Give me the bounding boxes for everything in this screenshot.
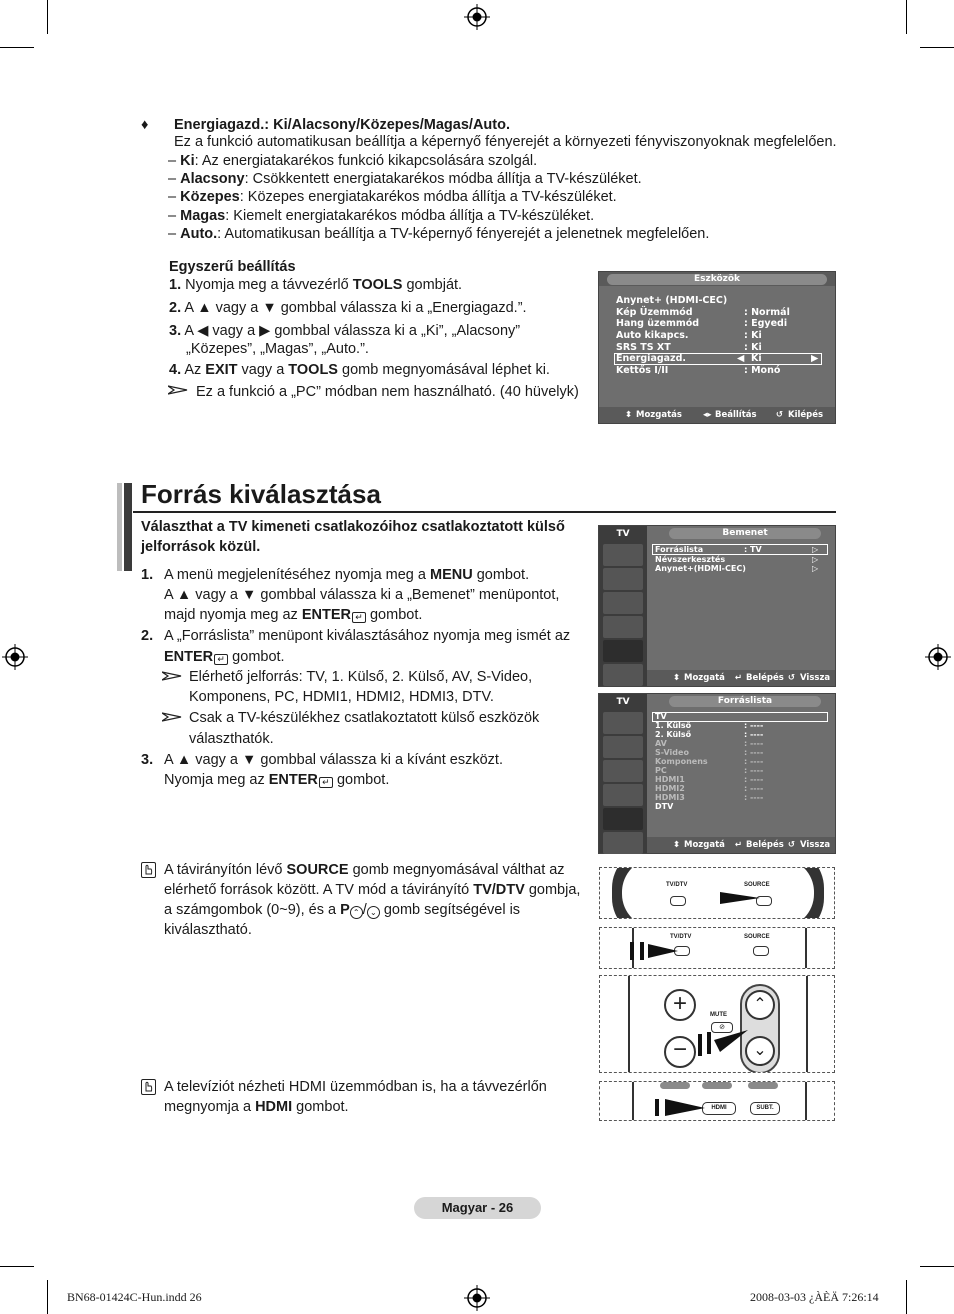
submenu-arrow-icon: ▷ <box>812 545 819 554</box>
crop-mark <box>920 47 954 48</box>
note-arrow-icon <box>162 671 182 681</box>
foot-back: Vissza <box>800 673 831 683</box>
remote-button-row <box>748 1082 778 1089</box>
tools-menu-footer <box>599 407 835 423</box>
foot-move: Mozgatá <box>684 673 725 683</box>
input-icon <box>603 808 643 830</box>
menu-row: Auto kikapcs. <box>616 330 689 341</box>
application-icon <box>603 832 643 854</box>
step-number: 3. <box>141 752 154 768</box>
menu-row-value: : ---- <box>744 748 764 757</box>
adjust-icon: ◂▸ <box>703 410 712 420</box>
menu-row-value: : ---- <box>744 775 764 784</box>
step-text: majd nyomja meg az ENTER ↵ gombot. <box>164 607 423 623</box>
energy-option: – Alacsony: Csökkentett energiatakarékos módba állítja a TV-készüléket. <box>168 171 642 187</box>
return-icon: ↺ <box>788 673 796 683</box>
return-icon: ↺ <box>776 410 784 420</box>
energy-option: – Közepes: Közepes energiatakarékos módba állítja a TV-készüléket. <box>168 189 617 205</box>
setup-icon <box>603 616 643 638</box>
menu-row-value: : ---- <box>744 757 764 766</box>
menu-row-value: : ---- <box>744 793 764 802</box>
remote-tvdtv-label: TV/DTV <box>670 934 692 940</box>
menu-row-value: Ki <box>751 353 762 364</box>
menu-row: DTV <box>655 802 674 811</box>
foot-adjust: Beállítás <box>715 410 757 420</box>
channel-down-icon: ⌄ <box>367 906 380 919</box>
menu-row-value: : Monó <box>744 365 781 376</box>
step-number: 2. <box>141 628 154 644</box>
input-menu-footer <box>647 670 835 686</box>
registration-mark-icon <box>464 4 490 30</box>
menu-row-value: : ---- <box>744 766 764 775</box>
pointer-arrow-icon <box>720 888 760 906</box>
page-number-badge: Magyar - 26 <box>414 1197 541 1219</box>
note-arrow-icon <box>168 385 188 395</box>
mute-button[interactable]: ⊘ <box>711 1022 733 1033</box>
remote-button-row <box>660 1082 690 1089</box>
section-title: Forrás kiválasztása <box>141 479 381 509</box>
tip-text: elérhető források között. A TV mód a távirányító TV/DTV gombja, <box>164 882 581 898</box>
remote-source-label: SOURCE <box>744 934 770 940</box>
print-file-name: BN68-01424C-Hun.indd 26 <box>67 1290 202 1304</box>
menu-row-value: : ---- <box>744 721 764 730</box>
energy-title: Energiagazd.: Ki/Alacsony/Közepes/Magas/Auto. <box>174 117 510 133</box>
crop-mark <box>906 1280 907 1314</box>
remote-illustration-tvdtv <box>599 927 835 969</box>
channel-icon <box>603 592 643 614</box>
tip-hand-icon <box>141 862 156 878</box>
source-menu-footer <box>647 837 835 853</box>
foot-move: Mozgatá <box>684 840 725 850</box>
hdmi-button[interactable]: HDMI <box>702 1102 736 1115</box>
step-text: A ▲ vagy a ▼ gombbal válassza ki a „Bemenet” menüpontot, <box>164 587 560 603</box>
menu-row-disabled: S-Video <box>655 748 689 757</box>
menu-row: Energiagazd. <box>616 353 686 364</box>
note-text: Csak a TV-készülékhez csatlakoztatott külső eszközök <box>189 710 540 726</box>
menu-row-value: : ---- <box>744 730 764 739</box>
remote-source-button <box>753 946 769 956</box>
picture-icon <box>603 544 643 566</box>
menu-row: Anynet+ (HDMI-CEC) <box>616 295 728 306</box>
menu-row-value: : ---- <box>744 784 764 793</box>
note-text: választhatók. <box>189 731 274 747</box>
section-intro: Választhat a TV kimeneti csatlakozóihoz csatlakoztatott külső <box>141 519 565 535</box>
menu-row-value: : Egyedi <box>744 318 788 329</box>
foot-enter: Belépés <box>746 840 784 850</box>
menu-sidebar <box>599 526 647 686</box>
remote-source-label: SOURCE <box>744 882 770 888</box>
tip-text: megnyomja a HDMI gombot. <box>164 1099 349 1115</box>
section-rule <box>133 511 836 513</box>
remote-illustration-hdmi <box>599 1081 835 1121</box>
menu-row-disabled: HDMI1 <box>655 775 685 784</box>
submenu-arrow-icon: ▷ <box>812 564 819 573</box>
channel-up-icon: ⌃ <box>350 906 363 919</box>
step-text: A ▲ vagy a ▼ gombbal válassza ki a kívánt eszközt. <box>164 752 503 768</box>
channel-down-button[interactable]: ⌄ <box>745 1036 775 1066</box>
subtitle-button[interactable]: SUBT. <box>750 1102 780 1115</box>
step-text: Nyomja meg az ENTER ↵ gombot. <box>164 772 390 788</box>
crop-mark <box>906 0 907 34</box>
menu-row: Kettős I/II <box>616 365 669 376</box>
crop-mark <box>0 47 34 48</box>
easy-setup-title: Egyszerű beállítás <box>169 259 296 275</box>
enter-icon: ↵ <box>319 777 333 788</box>
menu-row-disabled: HDMI2 <box>655 784 685 793</box>
crop-mark <box>47 1280 48 1314</box>
registration-mark-icon <box>464 1285 490 1311</box>
foot-enter: Belépés <box>746 673 784 683</box>
left-arrow-icon: ◀ <box>737 353 745 364</box>
move-icon: ⬍ <box>673 673 681 683</box>
energy-option: – Ki: Az energiatakarékos funkció kikapcsolására szolgál. <box>168 153 538 169</box>
submenu-arrow-icon: ▷ <box>812 555 819 564</box>
sidebar-tv-label: TV <box>616 697 630 707</box>
menu-row: Névszerkesztés <box>655 555 726 564</box>
section-bar <box>124 483 132 571</box>
move-icon: ⬍ <box>625 410 633 420</box>
easy-step-cont: „Közepes”, „Magas”, „Auto.”. <box>186 341 369 357</box>
input-icon <box>603 640 643 662</box>
volume-down-button[interactable]: − <box>664 1036 696 1068</box>
bullet: ♦ <box>141 117 149 133</box>
remote-tvdtv-button <box>670 896 686 906</box>
registration-mark-icon <box>2 644 28 670</box>
menu-row-value: : Ki <box>744 330 762 341</box>
menu-row: Kép Üzemmód <box>616 307 693 318</box>
menu-row-value: : Normál <box>744 307 790 318</box>
energy-option: – Auto.: Automatikusan beállítja a TV-képernyő fényerejét a jelenetnek megfelelően. <box>168 226 710 242</box>
remote-face <box>622 867 814 919</box>
menu-row-disabled: AV <box>655 739 667 748</box>
menu-row-disabled: HDMI3 <box>655 793 685 802</box>
step-number: 1. <box>141 567 154 583</box>
application-icon <box>603 664 643 686</box>
channel-up-button[interactable]: ⌃ <box>745 990 775 1020</box>
note-text: Komponens, PC, HDMI1, HDMI2, HDMI3, DTV. <box>189 689 494 705</box>
remote-button-row <box>702 1082 732 1089</box>
tip-text: A távirányítón lévő SOURCE gomb megnyomásával válthat az <box>164 862 565 878</box>
pointer-arrow-icon <box>655 1096 705 1118</box>
enter-icon: ↵ <box>352 612 366 623</box>
menu-row: SRS TS XT <box>616 342 671 353</box>
source-menu-title: Forráslista <box>669 696 821 707</box>
sidebar-tv-label: TV <box>616 529 630 539</box>
tools-menu-title: Eszközök <box>607 274 827 285</box>
setup-icon <box>603 784 643 806</box>
step-text: ENTER ↵ gombot. <box>164 649 285 665</box>
menu-row-value: : ---- <box>744 739 764 748</box>
note-arrow-icon <box>162 712 182 722</box>
menu-row-value: : TV <box>744 545 762 554</box>
step-text: A „Forráslista” menüpont kiválasztásához nyomja meg ismét az <box>164 628 571 644</box>
easy-step: 3. A ◀ vagy a ▶ gombbal válassza ki a „Ki”, „Alacsony” <box>169 323 521 339</box>
foot-exit: Kilépés <box>788 410 824 420</box>
sound-icon <box>603 568 643 590</box>
remote-mute-label: MUTE <box>710 1012 727 1018</box>
menu-row: 2. Külső <box>655 730 692 739</box>
menu-row: Anynet+(HDMI-CEC) <box>655 564 746 573</box>
input-menu-title: Bemenet <box>669 528 821 539</box>
tip-text: A televíziót nézheti HDMI üzemmódban is, ha a távvezérlőn <box>164 1079 547 1095</box>
menu-row-disabled: PC <box>655 766 667 775</box>
enter-icon: ↵ <box>735 840 743 850</box>
menu-row: 1. Külső <box>655 721 692 730</box>
remote-tvdtv-label: TV/DTV <box>666 882 688 888</box>
right-arrow-icon: ▶ <box>811 353 819 364</box>
easy-step: 4. Az EXIT vagy a TOOLS gomb megnyomásával léphet ki. <box>169 362 550 378</box>
crop-mark <box>0 1266 34 1267</box>
remote-illustration-channel <box>599 975 835 1073</box>
easy-note: Ez a funkció a „PC” módban nem használható. (40 hüvelyk) <box>196 384 579 400</box>
return-icon: ↺ <box>788 840 796 850</box>
note-text: Elérhető jelforrás: TV, 1. Külső, 2. Külső, AV, S-Video, <box>189 669 533 685</box>
pointer-arrow-icon <box>698 1026 748 1056</box>
menu-row-disabled: Komponens <box>655 757 708 766</box>
pointer-arrow-icon <box>630 940 678 962</box>
menu-row: TV <box>655 712 667 721</box>
enter-icon: ↵ <box>735 673 743 683</box>
energy-option: – Magas: Kiemelt energiatakarékos módba állítja a TV-készüléket. <box>168 208 595 224</box>
easy-step: 1. Nyomja meg a távvezérlő TOOLS gombját. <box>169 277 463 293</box>
tools-menu-screenshot <box>598 271 836 424</box>
source-list-screenshot <box>598 693 836 854</box>
volume-up-button[interactable]: + <box>664 989 696 1021</box>
remote-illustration-source <box>599 867 835 919</box>
tip-text: a számgombok (0~9), és a P ⌃ / ⌄ gomb segítségével is <box>164 902 521 918</box>
print-timestamp: 2008-03-03 ¿ÀÈÄ 7:26:14 <box>750 1290 879 1304</box>
menu-row: Hang üzemmód <box>616 318 700 329</box>
tip-hand-icon <box>141 1079 156 1095</box>
section-intro: jelforrások közül. <box>141 539 261 555</box>
move-icon: ⬍ <box>673 840 681 850</box>
registration-mark-icon <box>925 644 951 670</box>
picture-icon <box>603 712 643 734</box>
menu-row-value: : Ki <box>744 342 762 353</box>
step-text: A menü megjelenítéséhez nyomja meg a MENU gombot. <box>164 567 530 583</box>
menu-row: Forráslista <box>655 545 704 554</box>
tip-text: kiválasztható. <box>164 922 252 938</box>
input-menu-screenshot <box>598 525 836 687</box>
foot-move: Mozgatás <box>636 410 682 420</box>
crop-mark <box>920 1266 954 1267</box>
energy-desc: Ez a funkció automatikusan beállítja a képernyő fényerejét a környezeti fényviszonyoknak megfelelően. <box>174 134 837 150</box>
menu-sidebar <box>599 694 647 853</box>
enter-icon: ↵ <box>214 654 228 665</box>
easy-step: 2. A ▲ vagy a ▼ gombbal válassza ki a „Energiagazd.”. <box>169 300 527 316</box>
channel-icon <box>603 760 643 782</box>
section-bar <box>117 483 122 571</box>
sound-icon <box>603 736 643 758</box>
foot-back: Vissza <box>800 840 831 850</box>
crop-mark <box>47 0 48 34</box>
